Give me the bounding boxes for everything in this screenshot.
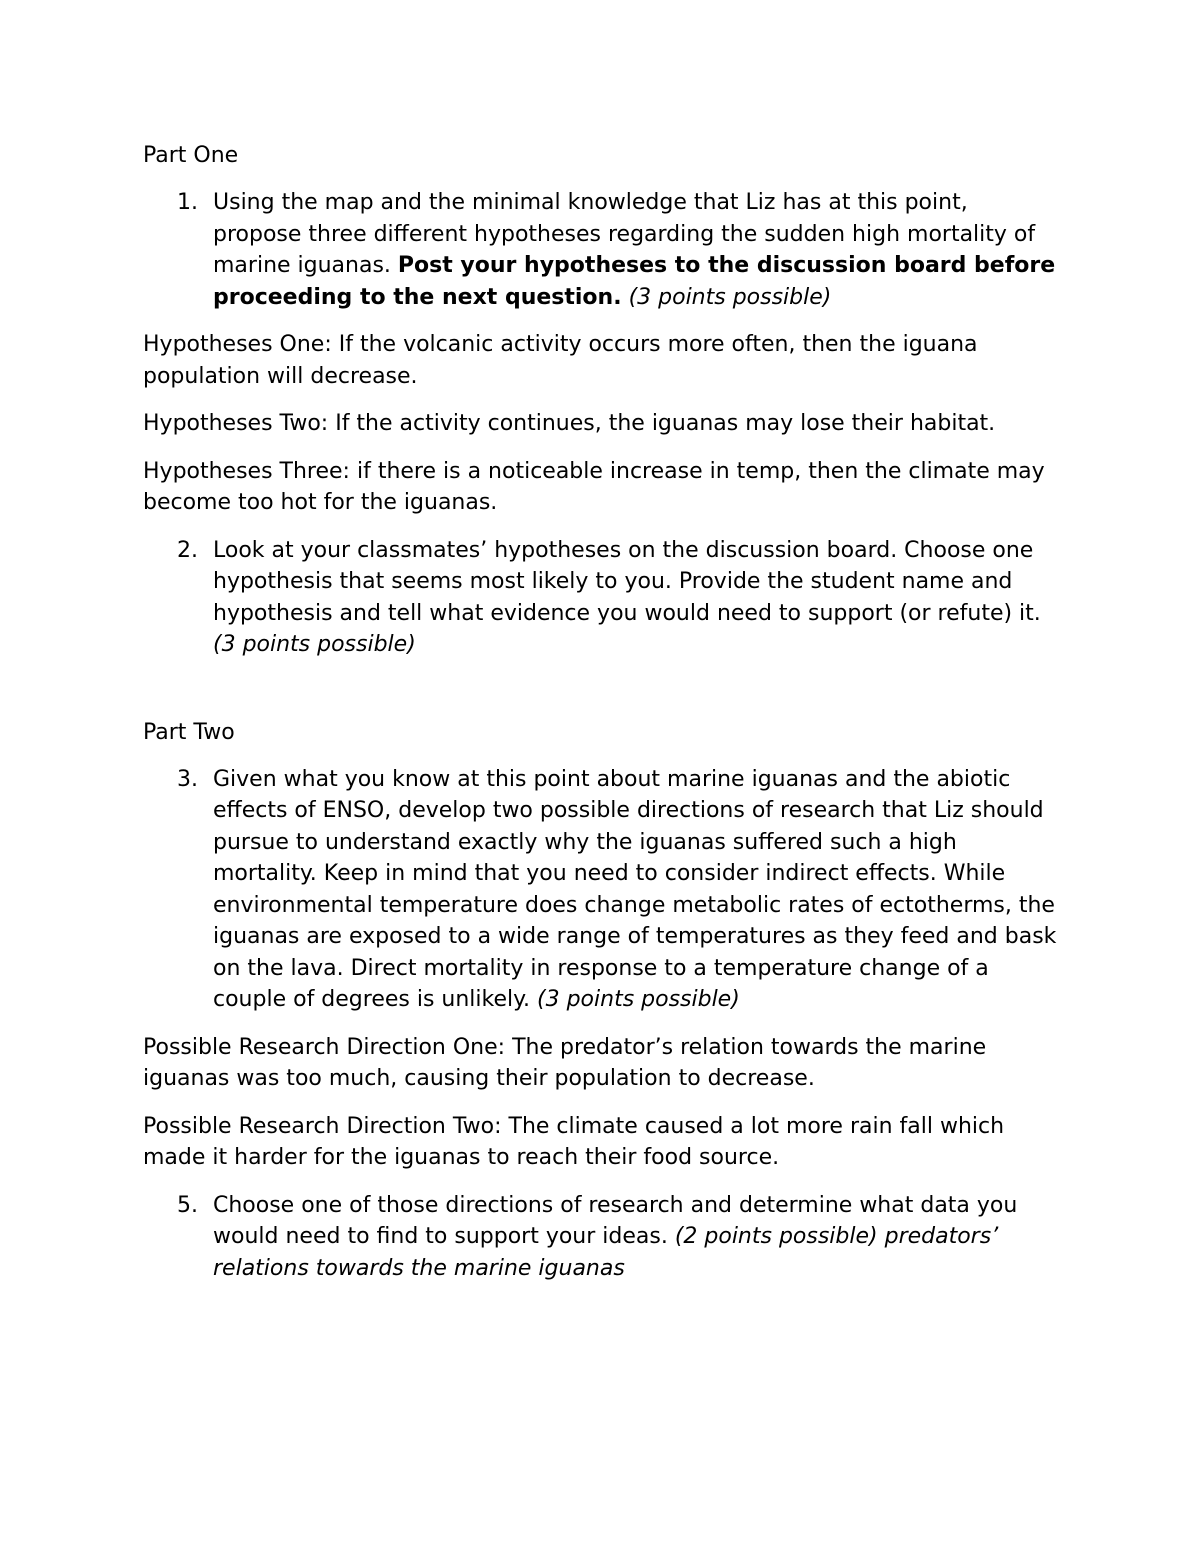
question-3-text: Given what you know at this point about marine iguanas and the abiotic effects of ENSO, develop two possible directions of research that Liz should pursue to understand exactly why the iguanas suffered such a high mortality. Keep in mind that you need to consider indirect effects. While environmental temperature does change metabolic rates of ectotherms, the iguanas are exposed to a wide range of temperatures as they feed and bask on the lava. Direct mortality in response to a temperature change of a couple of degrees is unlikely. (213, 766, 1057, 1012)
question-5-text: Choose one of those directions of research and determine what data you would need to find to support your ideas. (213, 1192, 1018, 1249)
hypothesis-three: Hypotheses Three: if there is a noticeable increase in temp, then the climate may become too hot for the iguanas. (143, 458, 1045, 515)
question-2-number: 2. (177, 537, 198, 563)
research-direction-one: Possible Research Direction One: The predator’s relation towards the marine iguanas was too much, causing their population to decrease. (143, 1034, 987, 1091)
question-3 (143, 764, 1058, 1016)
question-1-points: (3 points possible) (621, 284, 832, 310)
question-1 (143, 187, 1058, 313)
question-3-number: 3. (177, 766, 198, 792)
hypothesis-two: Hypotheses Two: If the activity continues, the iguanas may lose their habitat. (143, 411, 996, 436)
research-direction-two: Possible Research Direction Two: The climate caused a lot more rain fall which made it harder for the iguanas to reach their food source. (143, 1113, 1005, 1170)
hypothesis-one: Hypotheses One: If the volcanic activity occurs more often, then the iguana population will decrease. (143, 332, 978, 389)
question-2 (143, 535, 1058, 661)
question-5 (143, 1190, 1058, 1285)
document-page (143, 140, 1063, 1300)
question-1-text: Using the map and the minimal knowledge that Liz has at this point, propose three different hypotheses regarding the sudden high mortality of marine iguanas. (213, 190, 1036, 278)
question-1-number: 1. (177, 190, 198, 215)
question-list-part-two-b (143, 1190, 1063, 1285)
question-1-bold-instruction: Post your hypotheses to the discussion board before proceeding to the next question. (213, 253, 1056, 310)
question-list-part-one (143, 187, 1063, 313)
part-one-heading: Part One (143, 143, 239, 168)
question-2-text: Look at your classmates’ hypotheses on the discussion board. Choose one hypothesis that seems most likely to you. Provide the student name and hypothesis and tell what evidence you would need to support (or refute) it. (213, 537, 1041, 626)
question-list-part-two (143, 764, 1063, 1016)
question-5-number: 5. (177, 1192, 198, 1218)
question-3-points: (3 points possible) (530, 987, 740, 1012)
question-list-part-one-b (143, 535, 1063, 661)
part-two-heading: Part Two (143, 719, 235, 745)
question-5-points-and-answer: (2 points possible) predators’ relations towards the marine iguanas (213, 1224, 999, 1281)
question-2-points: (3 points possible) (213, 632, 416, 657)
